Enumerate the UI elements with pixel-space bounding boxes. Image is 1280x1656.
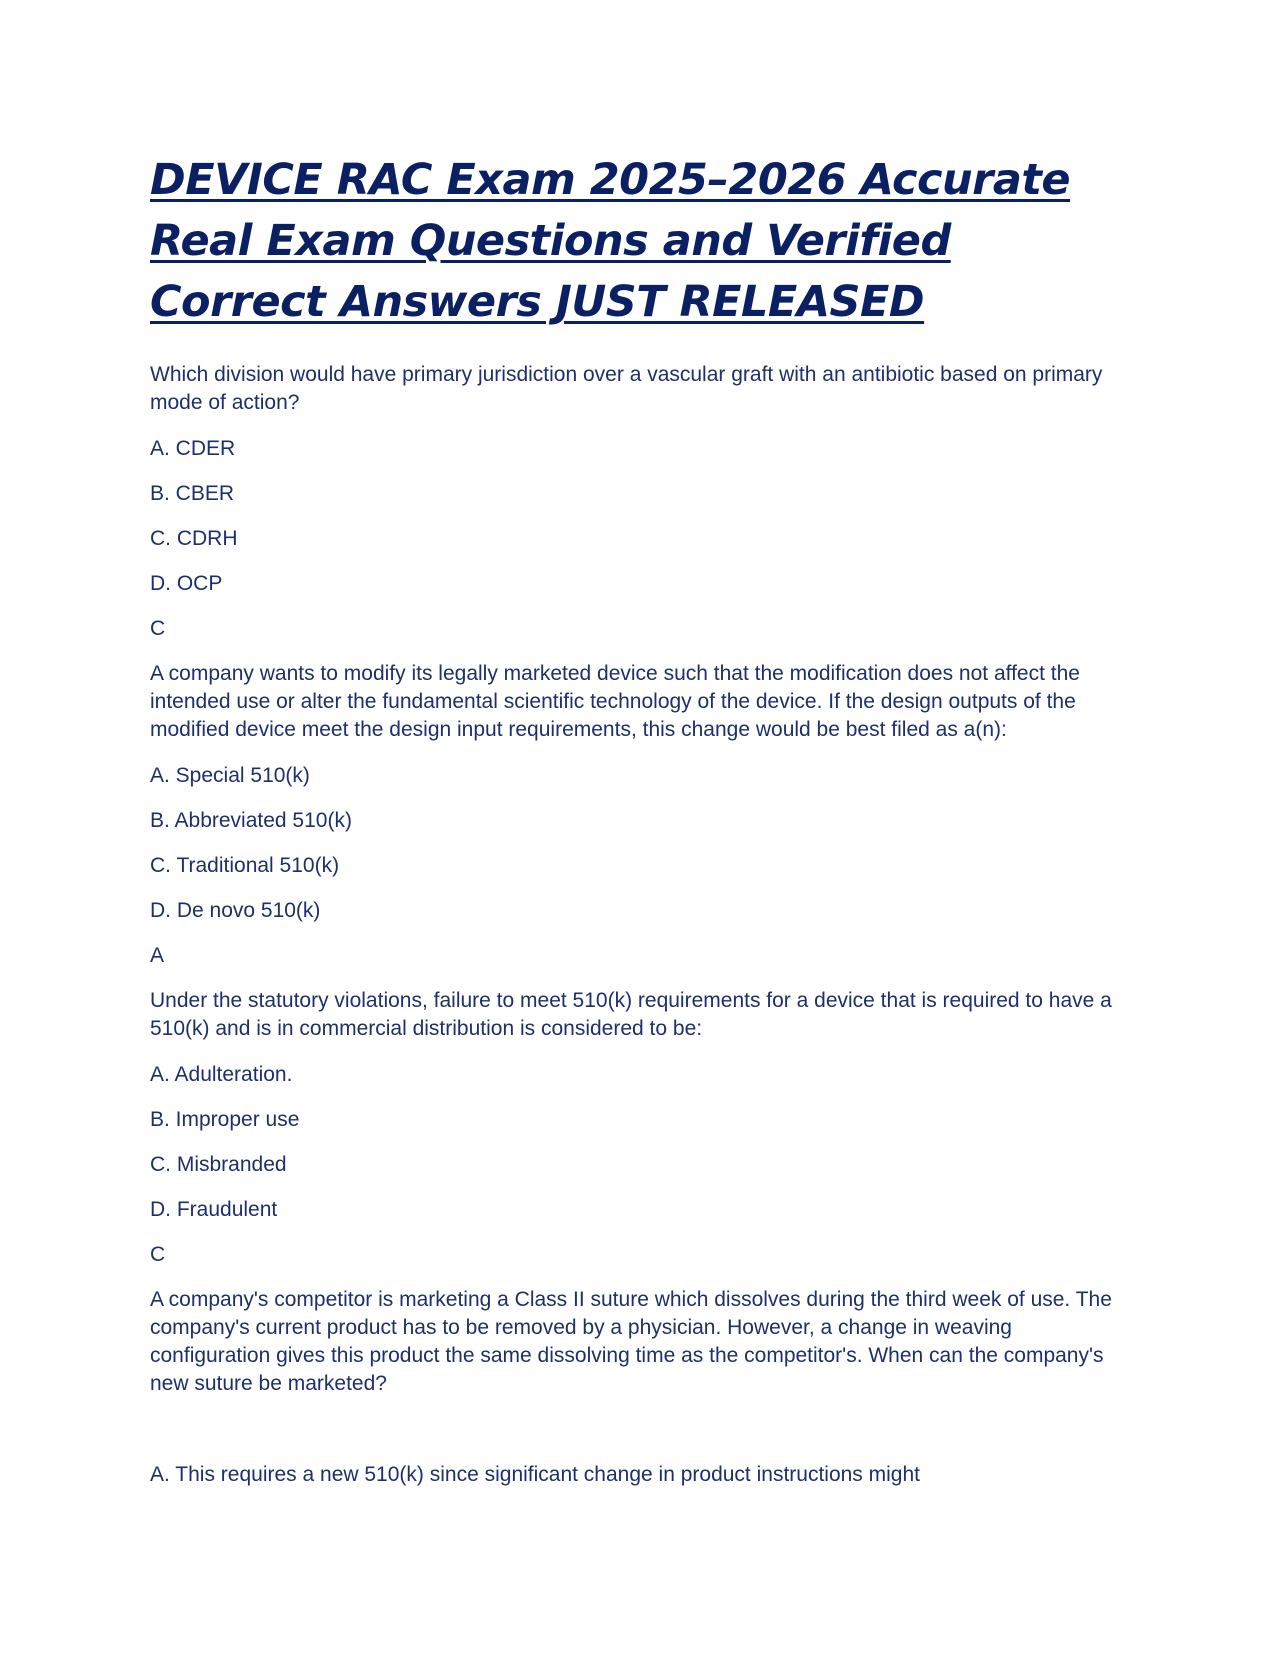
document-page xyxy=(150,150,1135,1506)
option-c: C. Traditional 510(k) xyxy=(150,854,340,877)
option-d: D. OCP xyxy=(150,572,223,595)
option-a: A. This requires a new 510(k) since significant change in product instructions might xyxy=(150,1463,920,1486)
option-c: C. CDRH xyxy=(150,527,238,550)
question-block-2 xyxy=(150,660,1135,970)
option-d: D. De novo 510(k) xyxy=(150,899,321,922)
question-text: Under the statutory violations, failure to meet 510(k) requirements for a device that is required to have a 510(k) and is in commercial distribution is considered to be: xyxy=(150,989,1112,1040)
option-d: D. Fraudulent xyxy=(150,1198,278,1221)
option-b: B. Improper use xyxy=(150,1108,300,1131)
correct-answer: A xyxy=(150,944,165,967)
question-block-4 xyxy=(150,1286,1135,1489)
option-a: A. Special 510(k) xyxy=(150,764,310,787)
correct-answer: C xyxy=(150,617,166,640)
correct-answer: C xyxy=(150,1243,166,1266)
option-c: C. Misbranded xyxy=(150,1153,287,1176)
question-text: A company wants to modify its legally marketed device such that the modification does not affect the intended use or alter the fundamental scientific technology of the device. If the design outputs of the modified device meet the design input requirements, this change would be best filed as a(n): xyxy=(150,662,1080,741)
document-title: DEVICE RAC Exam 2025–2026 Accurate Real Exam Questions and Verified Correct Answers JUST RELEASED xyxy=(150,155,1071,327)
question-text: Which division would have primary jurisdiction over a vascular graft with an antibiotic based on primary mode of action? xyxy=(150,363,1103,414)
option-a: A. Adulteration. xyxy=(150,1063,293,1086)
option-b: B. CBER xyxy=(150,482,235,505)
question-block-3 xyxy=(150,987,1135,1269)
option-b: B. Abbreviated 510(k) xyxy=(150,809,352,832)
question-block-1 xyxy=(150,361,1135,643)
option-a: A. CDER xyxy=(150,437,236,460)
question-text: A company's competitor is marketing a Class II suture which dissolves during the third week of use. The company's current product has to be removed by a physician. However, a change in weaving configuration gives this product the same dissolving time as the competitor's. When can the company's new suture be marketed? xyxy=(150,1288,1112,1395)
